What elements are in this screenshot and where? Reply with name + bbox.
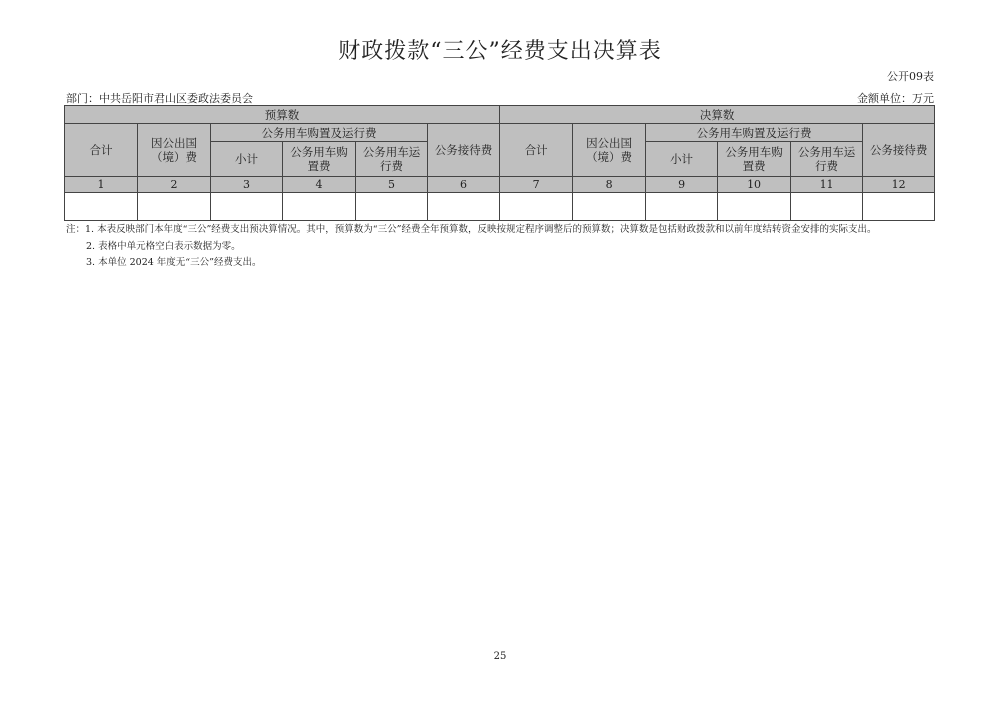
data-cell bbox=[573, 193, 646, 221]
data-cell bbox=[718, 193, 791, 221]
column-number: 7 bbox=[500, 177, 573, 193]
actual-reception-header: 公务接待费 bbox=[863, 124, 935, 177]
note-1: 注：1. 本表反映部门本年度“三公”经费支出预决算情况。其中，预算数为“三公”经费全年预算数，反映按规定程序调整后的预算数；决算数是包括财政拨款和以前年度结转资金安排的实际支出。 bbox=[66, 224, 877, 235]
column-number: 11 bbox=[791, 177, 863, 193]
column-number: 9 bbox=[646, 177, 718, 193]
column-number: 3 bbox=[211, 177, 283, 193]
data-cell bbox=[211, 193, 283, 221]
actual-vehicle-purchase-header: 公务用车购 置费 bbox=[718, 142, 791, 177]
data-cell bbox=[283, 193, 356, 221]
data-cell bbox=[791, 193, 863, 221]
budget-total-header: 合计 bbox=[65, 124, 138, 177]
data-cell bbox=[138, 193, 211, 221]
data-cell bbox=[428, 193, 500, 221]
actual-subtotal-header: 小计 bbox=[646, 142, 718, 177]
actual-vehicle-group-header: 公务用车购置及运行费 bbox=[646, 124, 863, 142]
note-3: 3. 本单位 2024 年度无“三公”经费支出。 bbox=[86, 257, 262, 268]
column-number: 4 bbox=[283, 177, 356, 193]
budget-vehicle-operation-header: 公务用车运 行费 bbox=[356, 142, 428, 177]
notes bbox=[66, 224, 936, 270]
expense-table bbox=[64, 105, 935, 221]
budget-group-header: 预算数 bbox=[65, 106, 500, 124]
column-number: 5 bbox=[356, 177, 428, 193]
column-number: 2 bbox=[138, 177, 211, 193]
data-cell bbox=[65, 193, 138, 221]
header-row-group bbox=[65, 106, 935, 124]
note-2: 2. 表格中单元格空白表示数据为零。 bbox=[86, 240, 241, 252]
column-number: 6 bbox=[428, 177, 500, 193]
data-cell bbox=[863, 193, 935, 221]
department-label: 部门：中共岳阳市君山区委政法委员会 bbox=[66, 92, 253, 105]
column-number: 8 bbox=[573, 177, 646, 193]
budget-vehicle-group-header: 公务用车购置及运行费 bbox=[211, 124, 428, 142]
header-row-main bbox=[65, 124, 935, 142]
unit-label: 金额单位：万元 bbox=[857, 92, 934, 105]
column-number: 1 bbox=[65, 177, 138, 193]
budget-subtotal-header: 小计 bbox=[211, 142, 283, 177]
budget-vehicle-purchase-header: 公务用车购 置费 bbox=[283, 142, 356, 177]
actual-total-header: 合计 bbox=[500, 124, 573, 177]
form-code: 公开09表 bbox=[887, 70, 934, 83]
page-title: 财政拨款“三公”经费支出决算表 bbox=[338, 39, 662, 64]
table-row bbox=[65, 193, 935, 221]
column-number: 12 bbox=[863, 177, 935, 193]
actual-vehicle-operation-header: 公务用车运 行费 bbox=[791, 142, 863, 177]
column-number: 10 bbox=[718, 177, 791, 193]
actual-abroad-header: 因公出国 （境）费 bbox=[573, 124, 646, 177]
data-cell bbox=[500, 193, 573, 221]
budget-abroad-header: 因公出国 （境）费 bbox=[138, 124, 211, 177]
column-number-row bbox=[65, 177, 935, 193]
data-cell bbox=[356, 193, 428, 221]
data-cell bbox=[646, 193, 718, 221]
budget-reception-header: 公务接待费 bbox=[428, 124, 500, 177]
actual-group-header: 决算数 bbox=[500, 106, 935, 124]
page-number: 25 bbox=[493, 651, 507, 662]
